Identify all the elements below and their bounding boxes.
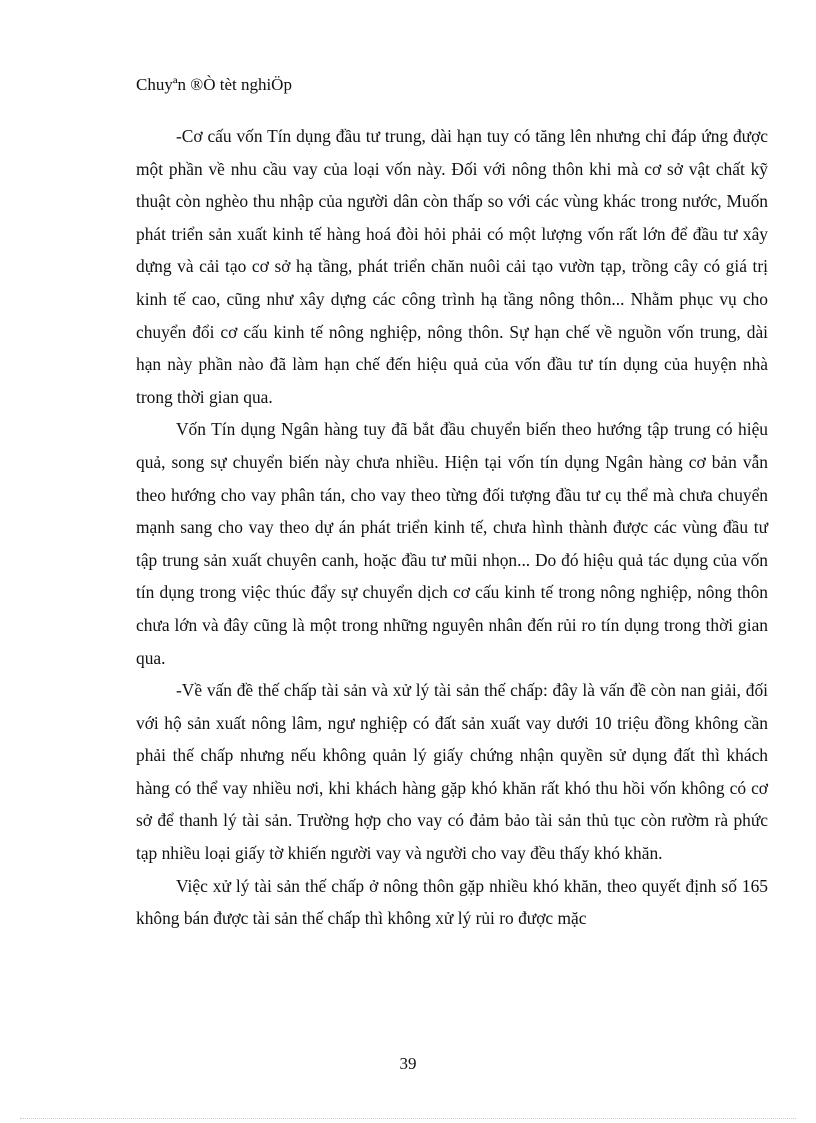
paragraph-bank-credit-concentration: Vốn Tín dụng Ngân hàng tuy đã bắt đầu chuyển biến theo hướng tập trung có hiệu quả, song sự chuyển biến này chưa nhiều. Hiện tại vốn tín dụng Ngân hàng cơ bản vẫn theo hướng cho vay phân tán, cho vay theo từng đối tượng đầu tư cụ thể mà chưa chuyển mạnh sang cho vay theo dự án phát triển kinh tế, chưa hình thành được các vùng đầu tư tập trung sản xuất chuyên canh, hoặc đầu tư mũi nhọn... Do đó hiệu quả tác dụng của vốn tín dụng trong việc thúc đẩy sự chuyển dịch cơ cấu kinh tế trong nông nghiệp, nông thôn chưa lớn và đây cũng là một trong những nguyên nhân đến rủi ro tín dụng trong thời gian qua.	[136, 419, 768, 668]
page-edge-divider	[20, 1118, 796, 1119]
body-text	[136, 120, 768, 935]
paragraph-collateral-issues: -Về vấn đề thế chấp tài sản và xử lý tài sản thế chấp: đây là vấn đề còn nan giải, đối với hộ sản xuất nông lâm, ngư nghiệp có đất sản xuất vay dưới 10 triệu đồng không cần phải thế chấp nhưng nếu không quản lý giấy chứng nhận quyền sử dụng đất thì khách hàng có thể vay nhiều nơi, khi khách hàng gặp khó khăn rất khó thu hồi vốn không có cơ sở để thanh lý tài sản. Trường hợp cho vay có đảm bảo tài sản thủ tục còn rườm rà phức tạp nhiều loại giấy tờ khiến người vay và người cho vay đều thấy khó khăn.	[136, 680, 768, 864]
page-number: 39	[399, 1054, 417, 1073]
paragraph-collateral-handling: Việc xử lý tài sản thế chấp ở nông thôn gặp nhiều khó khăn, theo quyết định số 165 không bán được tài sản thế chấp thì không xử lý rủi ro được mặc	[136, 875, 768, 929]
running-header: Chuyªn ®Ò tèt nghiÖp	[136, 75, 292, 94]
paragraph-medium-long-term-capital: -Cơ cấu vốn Tín dụng đầu tư trung, dài hạn tuy có tăng lên nhưng chỉ đáp ứng được một phần về nhu cầu vay của loại vốn này. Đối với nông thôn khi mà cơ sở vật chất kỹ thuật còn nghèo thu nhập của người dân còn thấp so với các vùng khác trong nước, Muốn phát triển sản xuất kinh tế hàng hoá đòi hỏi phải có một lượng vốn rất lớn để đầu tư xây dựng và cải tạo cơ sở hạ tầng, phát triển chăn nuôi cải tạo vườn tạp, trồng cây có giá trị kinh tế cao, cũng như xây dựng các công trình hạ tầng nông thôn... Nhằm phục vụ cho chuyển đổi cơ cấu kinh tế nông nghiệp, nông thôn. Sự hạn chế về nguồn vốn trung, dài hạn này phần nào đã làm hạn chế đến hiệu quả của vốn đầu tư tín dụng của huyện nhà trong thời gian qua.	[136, 126, 768, 407]
